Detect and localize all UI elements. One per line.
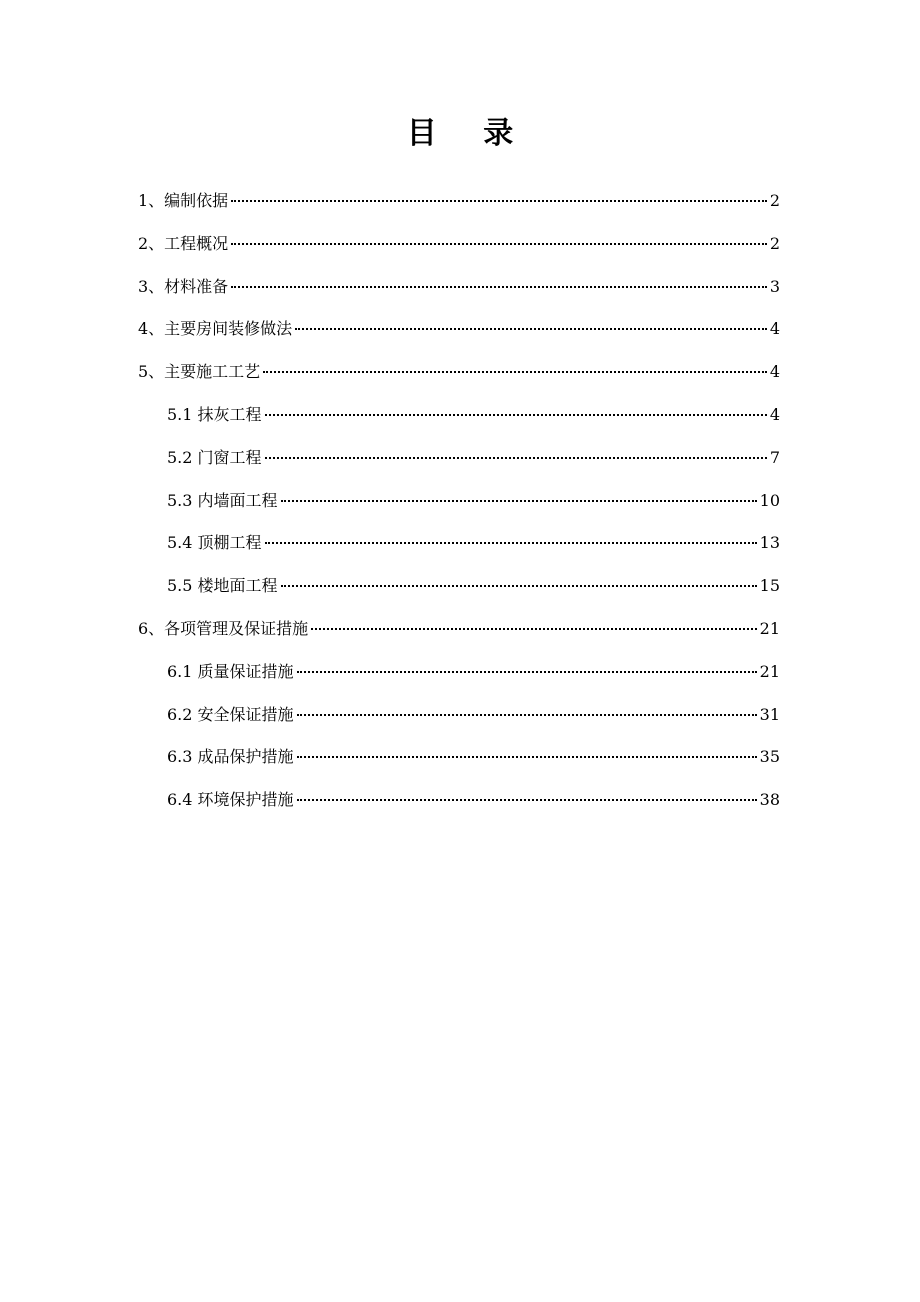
toc-entry-label: 6.3 成品保护措施	[167, 747, 294, 767]
toc-entry[interactable]	[138, 231, 780, 274]
toc-entry-label: 5.3 内墙面工程	[167, 490, 278, 510]
toc-subentry[interactable]	[138, 530, 780, 573]
toc-entry-page: 38	[759, 790, 780, 810]
toc-subentry[interactable]	[138, 659, 780, 702]
toc-entry-page: 31	[759, 704, 780, 724]
toc-entry-label: 6.1 质量保证措施	[167, 661, 294, 681]
toc-entry-label: 5.2 门窗工程	[167, 447, 262, 467]
toc-dot-leader	[297, 756, 757, 758]
toc-dot-leader	[297, 799, 757, 801]
toc-entry-page: 15	[759, 576, 780, 596]
toc-title: 目 录	[406, 116, 532, 151]
toc-entry-label: 5.1 抹灰工程	[167, 404, 262, 424]
toc-entry-page: 4	[769, 362, 780, 382]
toc-entry-page: 21	[759, 661, 780, 681]
toc-dot-leader	[311, 628, 756, 630]
toc-entry-page: 4	[769, 404, 780, 424]
toc-entry[interactable]	[138, 274, 780, 317]
toc-entry-label: 6、各项管理及保证措施	[138, 618, 309, 638]
toc-entry-page: 13	[759, 533, 780, 553]
toc-entry-label: 4、主要房间装修做法	[138, 319, 293, 339]
toc-subentry[interactable]	[138, 787, 780, 830]
toc-entry[interactable]	[138, 359, 780, 402]
toc-dot-leader	[265, 414, 767, 416]
toc-list	[138, 188, 780, 830]
toc-entry-label: 6.4 环境保护措施	[167, 790, 294, 810]
toc-entry-page: 2	[769, 233, 780, 253]
toc-dot-leader	[265, 542, 757, 544]
toc-entry-page: 35	[759, 747, 780, 767]
toc-entry-page: 10	[759, 490, 780, 510]
toc-dot-leader	[281, 500, 757, 502]
toc-dot-leader	[297, 714, 757, 716]
toc-entry-page: 21	[759, 618, 780, 638]
toc-entry[interactable]	[138, 188, 780, 231]
toc-entry-label: 1、编制依据	[138, 191, 229, 210]
toc-entry-label: 5、主要施工工艺	[138, 362, 261, 382]
toc-entry-label: 6.2 安全保证措施	[167, 704, 294, 724]
toc-subentry[interactable]	[138, 573, 780, 616]
toc-entry-label: 2、工程概况	[138, 233, 229, 253]
toc-dot-leader	[263, 371, 767, 373]
toc-subentry[interactable]	[138, 488, 780, 531]
toc-entry[interactable]	[138, 316, 780, 359]
toc-dot-leader	[295, 328, 767, 330]
toc-dot-leader	[231, 200, 767, 202]
toc-dot-leader	[265, 457, 767, 459]
toc-subentry[interactable]	[138, 702, 780, 745]
toc-entry-label: 5.4 顶棚工程	[167, 533, 262, 553]
toc-entry[interactable]	[138, 616, 780, 659]
toc-dot-leader	[297, 671, 757, 673]
toc-entry-page: 3	[769, 276, 780, 296]
toc-entry-page: 4	[769, 319, 780, 339]
toc-subentry[interactable]	[138, 445, 780, 488]
toc-entry-label: 3、材料准备	[138, 276, 229, 296]
toc-dot-leader	[231, 286, 767, 288]
toc-subentry[interactable]	[138, 402, 780, 445]
toc-dot-leader	[231, 243, 767, 245]
toc-entry-page: 2	[769, 191, 780, 210]
toc-entry-label: 5.5 楼地面工程	[167, 576, 278, 596]
toc-entry-page: 7	[769, 447, 780, 467]
toc-subentry[interactable]	[138, 744, 780, 787]
toc-dot-leader	[281, 585, 757, 587]
